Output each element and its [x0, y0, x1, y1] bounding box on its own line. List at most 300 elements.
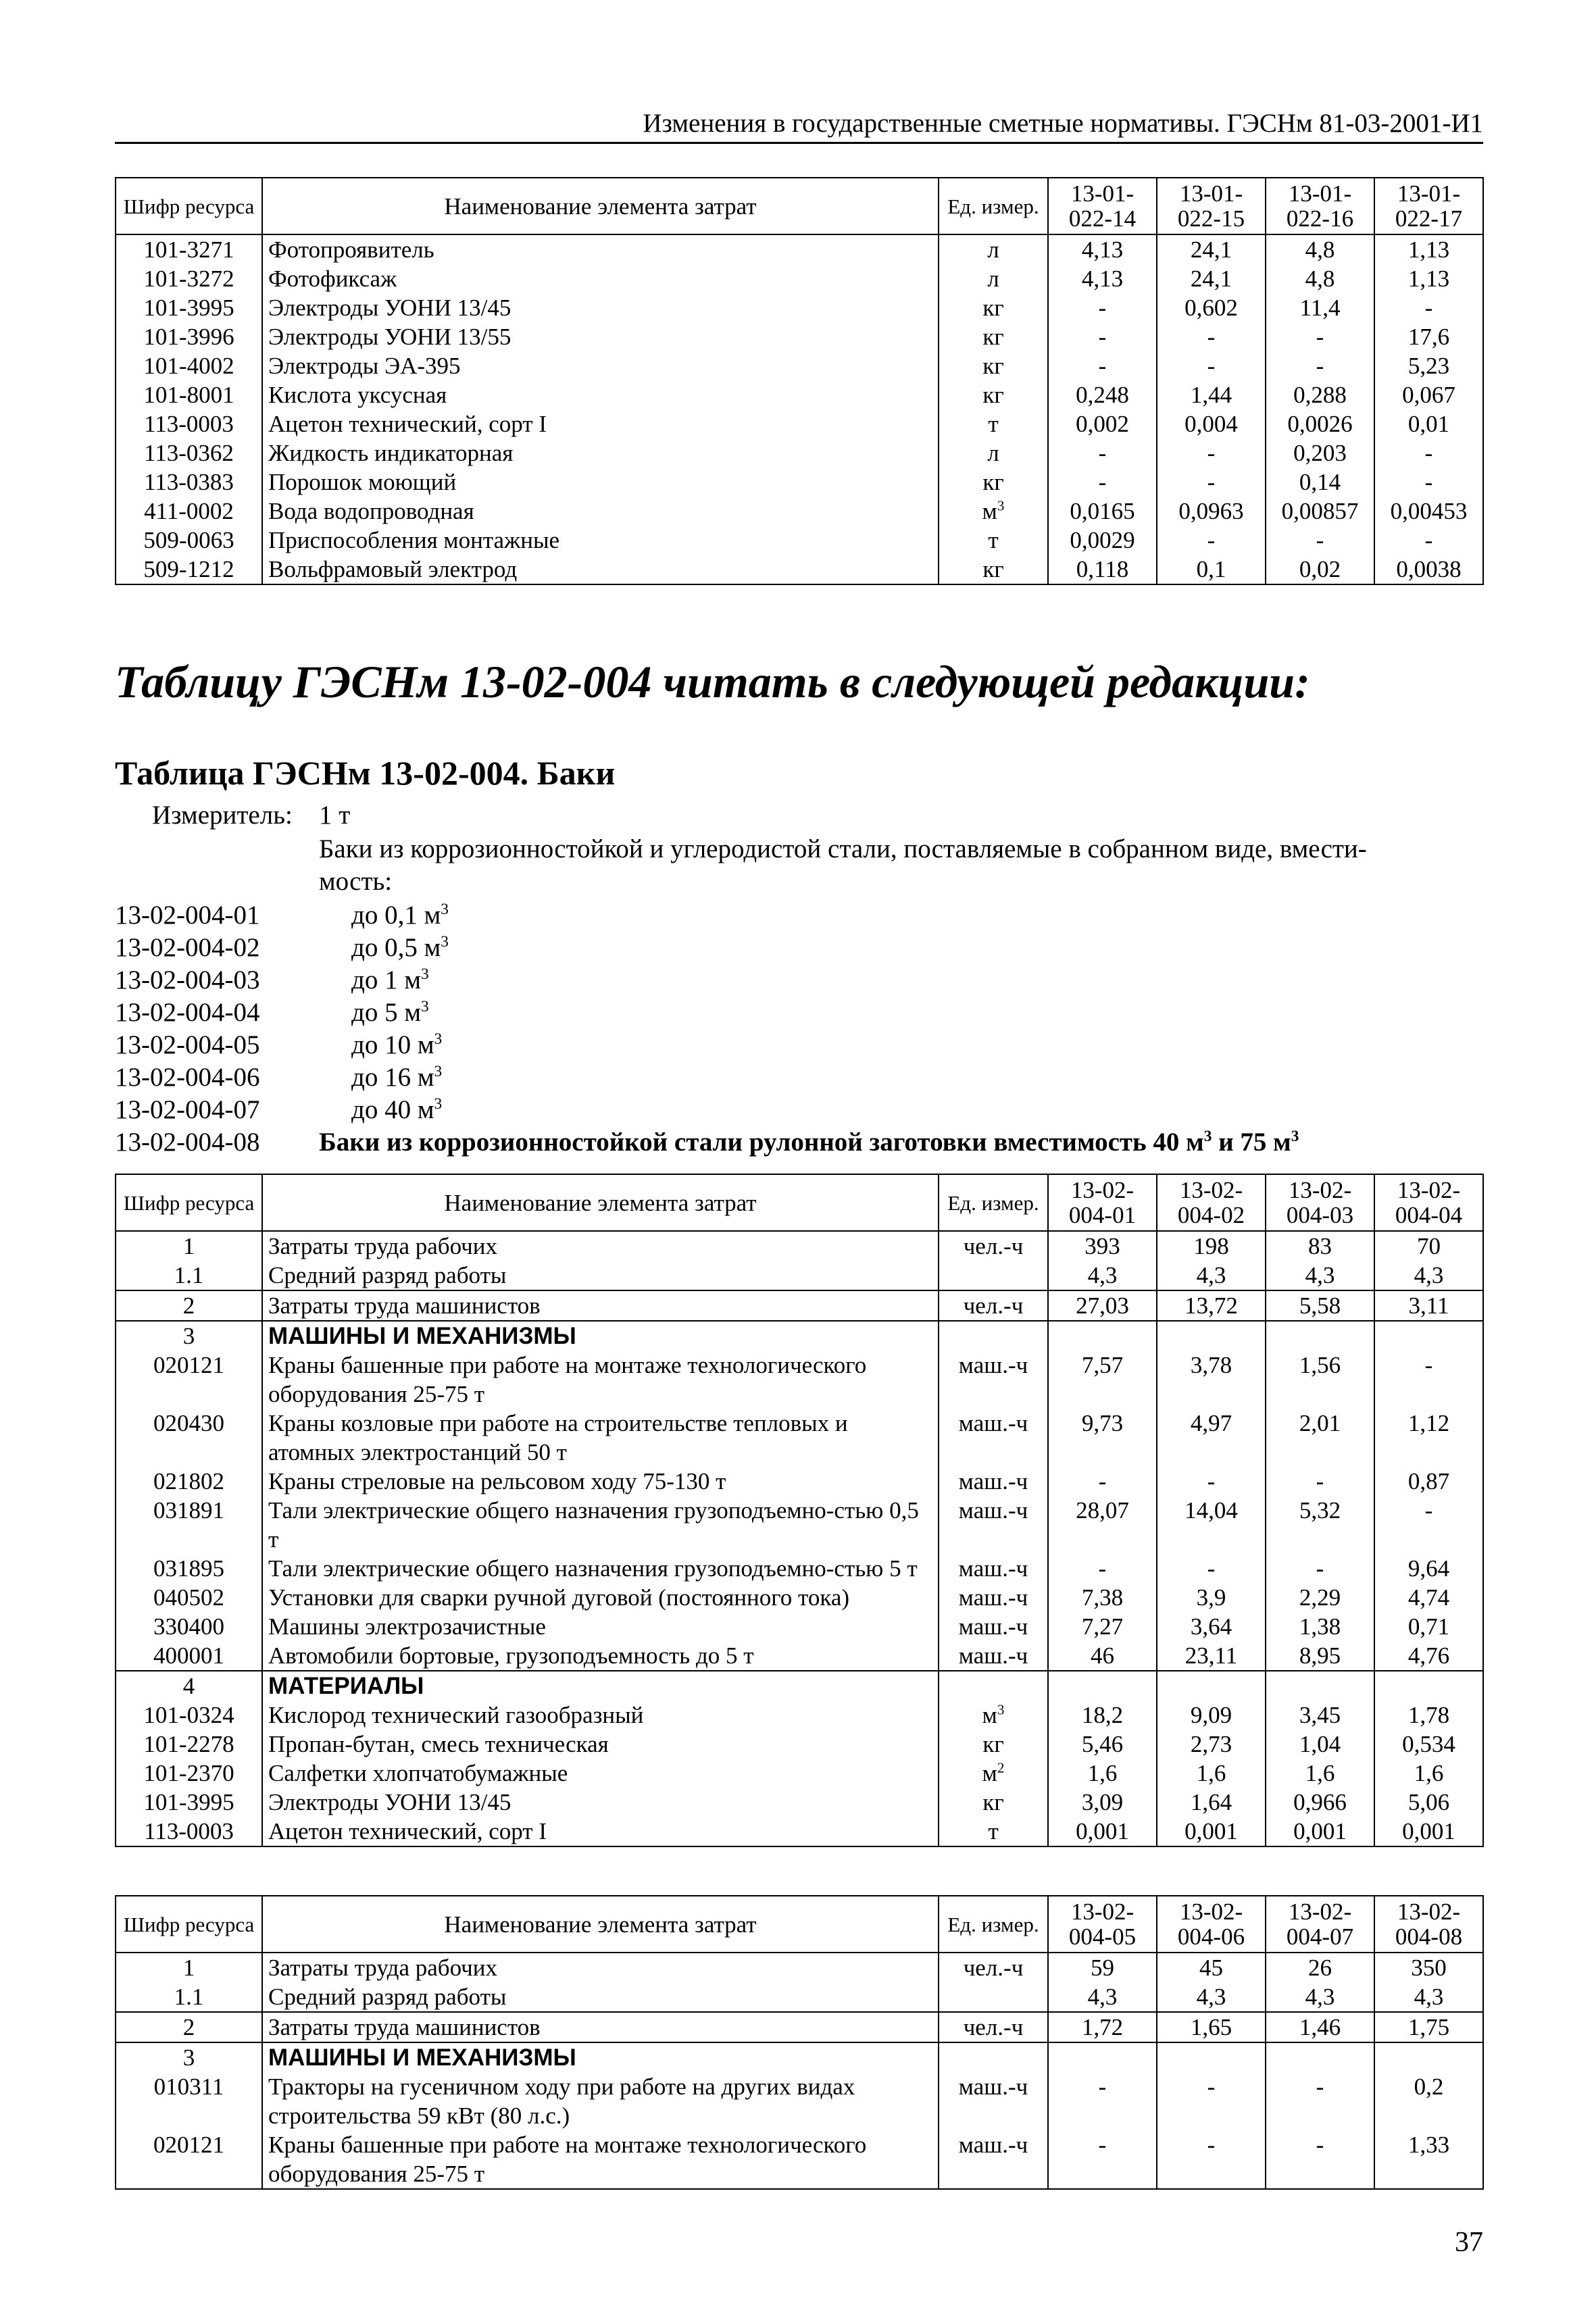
item-description: до 10 $м^3$ — [351, 1030, 443, 1059]
value-cell: 1,72 — [1048, 2012, 1157, 2042]
table-row — [116, 1759, 1483, 1788]
unit-cell — [939, 1982, 1048, 2012]
value-cell: 0,067 — [1374, 380, 1483, 409]
value-cell: 7,27 — [1048, 1612, 1157, 1641]
value-cell: 1,6 — [1374, 1759, 1483, 1788]
unit-cell: кг — [939, 468, 1048, 497]
name-cell: Фотофиксаж — [262, 264, 939, 293]
code-cell: 411-0002 — [116, 497, 262, 526]
value-cell: 0,0165 — [1048, 497, 1157, 526]
item-code: 13-02-004-01 — [115, 901, 260, 930]
value-cell: 4,3 — [1157, 1982, 1266, 2012]
column-header: Ед. измер. — [939, 1174, 1048, 1231]
column-header: Шифр ресурса — [116, 178, 262, 234]
code-cell: 509-0063 — [116, 526, 262, 555]
value-cell: - — [1157, 438, 1266, 468]
unit-cell: маш.-ч — [939, 1467, 1048, 1496]
value-cell: 0,0038 — [1374, 555, 1483, 584]
code-cell: 101-3996 — [116, 322, 262, 351]
code-cell: 3 — [116, 2042, 262, 2072]
value-cell: 4,3 — [1374, 1982, 1483, 2012]
value-cell: 24,1 — [1157, 264, 1266, 293]
value-cell: 0,001 — [1266, 1817, 1374, 1846]
unit-cell: маш.-ч — [939, 1351, 1048, 1409]
table-row — [116, 526, 1483, 555]
value-cell: - — [1374, 468, 1483, 497]
value-cell: 9,09 — [1157, 1701, 1266, 1730]
unit-cell: т — [939, 526, 1048, 555]
unit-cell: маш.-ч — [939, 1554, 1048, 1583]
value-cell: 4,97 — [1157, 1409, 1266, 1467]
value-cell: 3,64 — [1157, 1612, 1266, 1641]
table-row — [116, 1409, 1483, 1467]
unit-cell: чел.-ч — [939, 1953, 1048, 1982]
meter-value: 1 т — [319, 801, 351, 830]
table-row — [116, 1612, 1483, 1641]
value-cell: - — [1157, 351, 1266, 380]
code-cell: 3 — [116, 1321, 262, 1351]
value-cell: 4,3 — [1266, 1982, 1374, 2012]
value-cell: 1,13 — [1374, 234, 1483, 264]
column-header: Шифр ресурса — [116, 1174, 262, 1231]
name-cell: Краны башенные при работе на монтаже технологического оборудования 25-75 т — [262, 1351, 939, 1409]
meter-label: Измеритель: — [152, 801, 293, 830]
column-header: 13-02-004-02 — [1157, 1174, 1266, 1231]
unit-cell: кг — [939, 1730, 1048, 1759]
table-top — [115, 177, 1484, 585]
value-cell: - — [1048, 293, 1157, 322]
name-cell: Установки для сварки ручной дуговой (постоянного тока) — [262, 1583, 939, 1612]
table-row — [116, 1730, 1483, 1759]
table-row — [116, 1671, 1483, 1701]
code-cell: 101-3995 — [116, 1788, 262, 1817]
value-cell: - — [1157, 1467, 1266, 1496]
value-cell: 2,29 — [1266, 1583, 1374, 1612]
code-cell: 1.1 — [116, 1261, 262, 1290]
value-cell: 4,3 — [1266, 1261, 1374, 1290]
table-row — [116, 322, 1483, 351]
value-cell: 1,75 — [1374, 2012, 1483, 2042]
unit-cell — [939, 1261, 1048, 1290]
value-cell: 14,04 — [1157, 1496, 1266, 1554]
value-cell: 1,44 — [1157, 380, 1266, 409]
value-cell: - — [1048, 1554, 1157, 1583]
value-cell: 8,95 — [1266, 1641, 1374, 1671]
code-cell: 113-0003 — [116, 1817, 262, 1846]
value-cell: 1,65 — [1157, 2012, 1266, 2042]
table-row — [116, 555, 1483, 584]
value-cell: - — [1266, 1554, 1374, 1583]
item-code: 13-02-004-03 — [115, 965, 260, 995]
code-cell: 101-3995 — [116, 293, 262, 322]
value-cell — [1157, 1321, 1266, 1351]
name-cell: Тали электрические общего назначения грузоподъемно-стью 5 т — [262, 1554, 939, 1583]
value-cell: 5,32 — [1266, 1496, 1374, 1554]
value-cell: 1,38 — [1266, 1612, 1374, 1641]
value-cell: - — [1048, 468, 1157, 497]
name-cell: Тали электрические общего назначения грузоподъемно-стью 0,5 т — [262, 1496, 939, 1554]
name-cell: Порошок моющий — [262, 468, 939, 497]
column-header: 13-01-022-15 — [1157, 178, 1266, 234]
value-cell: 0,001 — [1157, 1817, 1266, 1846]
table-row — [116, 1953, 1483, 1982]
name-cell: Машины электрозачистные — [262, 1612, 939, 1641]
value-cell: 4,76 — [1374, 1641, 1483, 1671]
table-row — [116, 1351, 1483, 1409]
value-cell: 0,602 — [1157, 293, 1266, 322]
value-cell: 1,6 — [1266, 1759, 1374, 1788]
unit-cell: чел.-ч — [939, 2012, 1048, 2042]
value-cell: 23,11 — [1157, 1641, 1266, 1671]
section-title: Таблица ГЭСНм 13-02-004. Баки — [115, 754, 616, 792]
table-row — [116, 1982, 1483, 2012]
value-cell: - — [1266, 526, 1374, 555]
item-description: Баки из коррозионностойкой стали рулонной заготовки вместимость 40 $м^3$ и 75 $м^3$ — [319, 1128, 1299, 1157]
unit-cell: кг — [939, 351, 1048, 380]
value-cell: 0,87 — [1374, 1467, 1483, 1496]
value-cell: - — [1374, 1351, 1483, 1409]
value-cell: - — [1157, 1554, 1266, 1583]
table-row — [116, 409, 1483, 438]
value-cell: 0,02 — [1266, 555, 1374, 584]
item-code: 13-02-004-06 — [115, 1063, 260, 1092]
unit-cell: маш.-ч — [939, 1612, 1048, 1641]
table-row — [116, 380, 1483, 409]
item-code: 13-02-004-04 — [115, 998, 260, 1027]
value-cell: 27,03 — [1048, 1290, 1157, 1321]
unit-cell: кг — [939, 1788, 1048, 1817]
column-header: Наименование элемента затрат — [262, 1896, 939, 1953]
value-cell: 4,3 — [1157, 1261, 1266, 1290]
column-header: Ед. измер. — [939, 1896, 1048, 1953]
description-block — [115, 799, 1483, 1157]
name-cell: Вольфрамовый электрод — [262, 555, 939, 584]
value-cell: 3,78 — [1157, 1351, 1266, 1409]
code-cell: 031891 — [116, 1496, 262, 1554]
value-cell: 4,13 — [1048, 234, 1157, 264]
table-row — [116, 1290, 1483, 1321]
value-cell: 5,23 — [1374, 351, 1483, 380]
value-cell: 4,3 — [1374, 1261, 1483, 1290]
value-cell: 3,11 — [1374, 1290, 1483, 1321]
name-cell: Приспособления монтажные — [262, 526, 939, 555]
name-cell: Кислота уксусная — [262, 380, 939, 409]
unit-cell: $м^3$ — [939, 497, 1048, 526]
value-cell: 1,12 — [1374, 1409, 1483, 1467]
value-cell: - — [1374, 438, 1483, 468]
column-header: 13-02-004-05 — [1048, 1896, 1157, 1953]
unit-cell — [939, 1671, 1048, 1701]
value-cell: 0,001 — [1374, 1817, 1483, 1846]
item-code: 13-02-004-02 — [115, 933, 260, 962]
value-cell: 4,13 — [1048, 264, 1157, 293]
value-cell: 393 — [1048, 1231, 1157, 1261]
code-cell: 010311 — [116, 2072, 262, 2130]
name-cell: Средний разряд работы — [262, 1982, 939, 2012]
name-cell: Вода водопроводная — [262, 497, 939, 526]
code-cell: 113-0362 — [116, 438, 262, 468]
value-cell: 198 — [1157, 1231, 1266, 1261]
value-cell: 350 — [1374, 1953, 1483, 1982]
intro-line-1: Баки из коррозионностойкой и углеродистой стали, поставляемые в собранном виде, вмести- — [319, 834, 1367, 863]
unit-cell — [939, 1321, 1048, 1351]
table-row — [116, 264, 1483, 293]
value-cell: 4,8 — [1266, 264, 1374, 293]
value-cell: - — [1048, 351, 1157, 380]
value-cell: 7,38 — [1048, 1583, 1157, 1612]
name-cell: Краны козловые при работе на строительстве тепловых и атомных электростанций 50 т — [262, 1409, 939, 1467]
value-cell: 5,58 — [1266, 1290, 1374, 1321]
table-row — [116, 1583, 1483, 1612]
unit-cell: чел.-ч — [939, 1231, 1048, 1261]
table-row — [116, 468, 1483, 497]
value-cell: 1,46 — [1266, 2012, 1374, 2042]
table-row — [116, 1788, 1483, 1817]
value-cell: 0,71 — [1374, 1612, 1483, 1641]
code-cell: 031895 — [116, 1554, 262, 1583]
value-cell: 0,0963 — [1157, 497, 1266, 526]
code-cell: 101-2370 — [116, 1759, 262, 1788]
unit-cell: л — [939, 234, 1048, 264]
value-cell: 2,73 — [1157, 1730, 1266, 1759]
value-cell — [1157, 1671, 1266, 1701]
value-cell: 24,1 — [1157, 234, 1266, 264]
value-cell: - — [1157, 526, 1266, 555]
table-a — [115, 1174, 1484, 1847]
value-cell: 0,118 — [1048, 555, 1157, 584]
column-header: 13-02-004-04 — [1374, 1174, 1483, 1231]
code-cell: 021802 — [116, 1467, 262, 1496]
value-cell: - — [1374, 293, 1483, 322]
value-cell — [1048, 2042, 1157, 2072]
item-description: до 1 $м^3$ — [351, 965, 429, 995]
code-cell: 020121 — [116, 1351, 262, 1409]
code-cell: 1 — [116, 1231, 262, 1261]
table-row — [116, 1496, 1483, 1554]
code-cell: 4 — [116, 1671, 262, 1701]
name-cell: Краны башенные при работе на монтаже технологического оборудования 25-75 т — [262, 2130, 939, 2189]
header-rule — [115, 142, 1483, 144]
name-cell: Электроды УОНИ 13/45 — [262, 293, 939, 322]
item-description: до 0,5 $м^3$ — [351, 933, 449, 962]
item-code: 13-02-004-07 — [115, 1095, 260, 1124]
value-cell: 1,6 — [1157, 1759, 1266, 1788]
value-cell: 0,2 — [1374, 2072, 1483, 2130]
name-cell: Затраты труда машинистов — [262, 2012, 939, 2042]
code-cell: 101-4002 — [116, 351, 262, 380]
unit-cell: чел.-ч — [939, 1290, 1048, 1321]
table-row — [116, 1231, 1483, 1261]
unit-cell: маш.-ч — [939, 1641, 1048, 1671]
value-cell: 0,248 — [1048, 380, 1157, 409]
item-code: 13-02-004-05 — [115, 1030, 260, 1059]
value-cell: 0,203 — [1266, 438, 1374, 468]
value-cell: - — [1048, 322, 1157, 351]
code-cell: 2 — [116, 1290, 262, 1321]
name-cell: Затраты труда рабочих — [262, 1231, 939, 1261]
table-row — [116, 2130, 1483, 2189]
column-header: 13-02-004-06 — [1157, 1896, 1266, 1953]
value-cell: 59 — [1048, 1953, 1157, 1982]
value-cell: - — [1157, 2130, 1266, 2189]
value-cell: 0,00453 — [1374, 497, 1483, 526]
value-cell: 83 — [1266, 1231, 1374, 1261]
value-cell: 1,6 — [1048, 1759, 1157, 1788]
name-cell: Электроды ЭА-395 — [262, 351, 939, 380]
unit-cell: т — [939, 1817, 1048, 1846]
value-cell — [1266, 1321, 1374, 1351]
unit-cell: маш.-ч — [939, 1409, 1048, 1467]
value-cell: 17,6 — [1374, 322, 1483, 351]
unit-cell: маш.-ч — [939, 2072, 1048, 2130]
value-cell — [1374, 2042, 1483, 2072]
value-cell: 9,73 — [1048, 1409, 1157, 1467]
value-cell: 7,57 — [1048, 1351, 1157, 1409]
unit-cell: маш.-ч — [939, 2130, 1048, 2189]
table-row — [116, 293, 1483, 322]
name-cell: Электроды УОНИ 13/55 — [262, 322, 939, 351]
value-cell: 0,0026 — [1266, 409, 1374, 438]
column-header: 13-01-022-17 — [1374, 178, 1483, 234]
column-header: Ед. измер. — [939, 178, 1048, 234]
value-cell: 3,45 — [1266, 1701, 1374, 1730]
item-code: 13-02-004-08 — [115, 1128, 260, 1157]
code-cell: 1 — [116, 1953, 262, 1982]
column-header: Шифр ресурса — [116, 1896, 262, 1953]
name-cell: Затраты труда рабочих — [262, 1953, 939, 1982]
name-cell: Краны стреловые на рельсовом ходу 75-130 т — [262, 1467, 939, 1496]
value-cell: 0,534 — [1374, 1730, 1483, 1759]
value-cell: 4,3 — [1048, 1982, 1157, 2012]
code-cell: 400001 — [116, 1641, 262, 1671]
value-cell: 4,74 — [1374, 1583, 1483, 1612]
value-cell: 5,46 — [1048, 1730, 1157, 1759]
column-header: 13-02-004-01 — [1048, 1174, 1157, 1231]
value-cell: - — [1157, 2072, 1266, 2130]
value-cell — [1048, 1321, 1157, 1351]
value-cell: 0,288 — [1266, 380, 1374, 409]
name-cell: Затраты труда машинистов — [262, 1290, 939, 1321]
table-row — [116, 1817, 1483, 1846]
value-cell: - — [1048, 1467, 1157, 1496]
value-cell: 0,0029 — [1048, 526, 1157, 555]
column-header: Наименование элемента затрат — [262, 1174, 939, 1231]
item-description: до 40 $м^3$ — [351, 1095, 443, 1124]
table-row — [116, 2012, 1483, 2042]
value-cell: 2,01 — [1266, 1409, 1374, 1467]
code-cell: 101-3271 — [116, 234, 262, 264]
code-cell: 113-0383 — [116, 468, 262, 497]
column-header: Наименование элемента затрат — [262, 178, 939, 234]
column-header: 13-01-022-16 — [1266, 178, 1374, 234]
value-cell: 4,3 — [1048, 1261, 1157, 1290]
value-cell: 0,002 — [1048, 409, 1157, 438]
code-cell: 020430 — [116, 1409, 262, 1467]
value-cell: 0,14 — [1266, 468, 1374, 497]
unit-cell: $м^2$ — [939, 1759, 1048, 1788]
table-row — [116, 1641, 1483, 1671]
unit-cell: кг — [939, 555, 1048, 584]
unit-cell: т — [939, 409, 1048, 438]
value-cell: 0,00857 — [1266, 497, 1374, 526]
table-row — [116, 1261, 1483, 1290]
value-cell: 1,13 — [1374, 264, 1483, 293]
code-cell: 509-1212 — [116, 555, 262, 584]
value-cell: 0,01 — [1374, 409, 1483, 438]
value-cell: 1,78 — [1374, 1701, 1483, 1730]
value-cell: - — [1266, 1467, 1374, 1496]
value-cell: 70 — [1374, 1231, 1483, 1261]
name-cell: Тракторы на гусеничном ходу при работе на других видах строительства 59 кВт (80 л.с.) — [262, 2072, 939, 2130]
value-cell: 0,004 — [1157, 409, 1266, 438]
column-header: 13-02-004-03 — [1266, 1174, 1374, 1231]
table-row — [116, 1554, 1483, 1583]
name-cell: Пропан-бутан, смесь техническая — [262, 1730, 939, 1759]
table-row — [116, 234, 1483, 264]
value-cell: 45 — [1157, 1953, 1266, 1982]
unit-cell: л — [939, 264, 1048, 293]
value-cell — [1048, 1671, 1157, 1701]
name-cell: МАТЕРИАЛЫ — [262, 1671, 939, 1701]
value-cell: 9,64 — [1374, 1554, 1483, 1583]
column-header: 13-02-004-08 — [1374, 1896, 1483, 1953]
value-cell: 1,04 — [1266, 1730, 1374, 1759]
value-cell: 0,1 — [1157, 555, 1266, 584]
name-cell: Фотопроявитель — [262, 234, 939, 264]
name-cell: Ацетон технический, сорт I — [262, 409, 939, 438]
unit-cell — [939, 2042, 1048, 2072]
unit-cell: кг — [939, 293, 1048, 322]
value-cell: 3,09 — [1048, 1788, 1157, 1817]
value-cell: - — [1266, 2072, 1374, 2130]
column-header: 13-01-022-14 — [1048, 178, 1157, 234]
name-cell: Салфетки хлопчатобумажные — [262, 1759, 939, 1788]
value-cell: - — [1266, 2130, 1374, 2189]
unit-cell: маш.-ч — [939, 1496, 1048, 1554]
unit-cell: кг — [939, 322, 1048, 351]
value-cell: 0,001 — [1048, 1817, 1157, 1846]
code-cell: 040502 — [116, 1583, 262, 1612]
value-cell: 4,8 — [1266, 234, 1374, 264]
table-row — [116, 1321, 1483, 1351]
table-row — [116, 438, 1483, 468]
code-cell: 101-2278 — [116, 1730, 262, 1759]
value-cell: 3,9 — [1157, 1583, 1266, 1612]
table-row — [116, 351, 1483, 380]
value-cell — [1266, 2042, 1374, 2072]
table-row — [116, 497, 1483, 526]
table-row — [116, 2072, 1483, 2130]
name-cell: МАШИНЫ И МЕХАНИЗМЫ — [262, 1321, 939, 1351]
value-cell: 13,72 — [1157, 1290, 1266, 1321]
unit-cell: кг — [939, 380, 1048, 409]
unit-cell: $м^3$ — [939, 1701, 1048, 1730]
value-cell: 11,4 — [1266, 293, 1374, 322]
column-header: 13-02-004-07 — [1266, 1896, 1374, 1953]
code-cell: 330400 — [116, 1612, 262, 1641]
value-cell: - — [1048, 2130, 1157, 2189]
value-cell: 46 — [1048, 1641, 1157, 1671]
item-description: до 5 $м^3$ — [351, 998, 429, 1027]
item-description: до 0,1 $м^3$ — [351, 901, 449, 930]
code-cell: 113-0003 — [116, 409, 262, 438]
value-cell: - — [1266, 351, 1374, 380]
value-cell: 1,33 — [1374, 2130, 1483, 2189]
value-cell: 1,64 — [1157, 1788, 1266, 1817]
value-cell: 1,56 — [1266, 1351, 1374, 1409]
name-cell: Автомобили бортовые, грузоподъемность до 5 т — [262, 1641, 939, 1671]
value-cell: - — [1266, 322, 1374, 351]
